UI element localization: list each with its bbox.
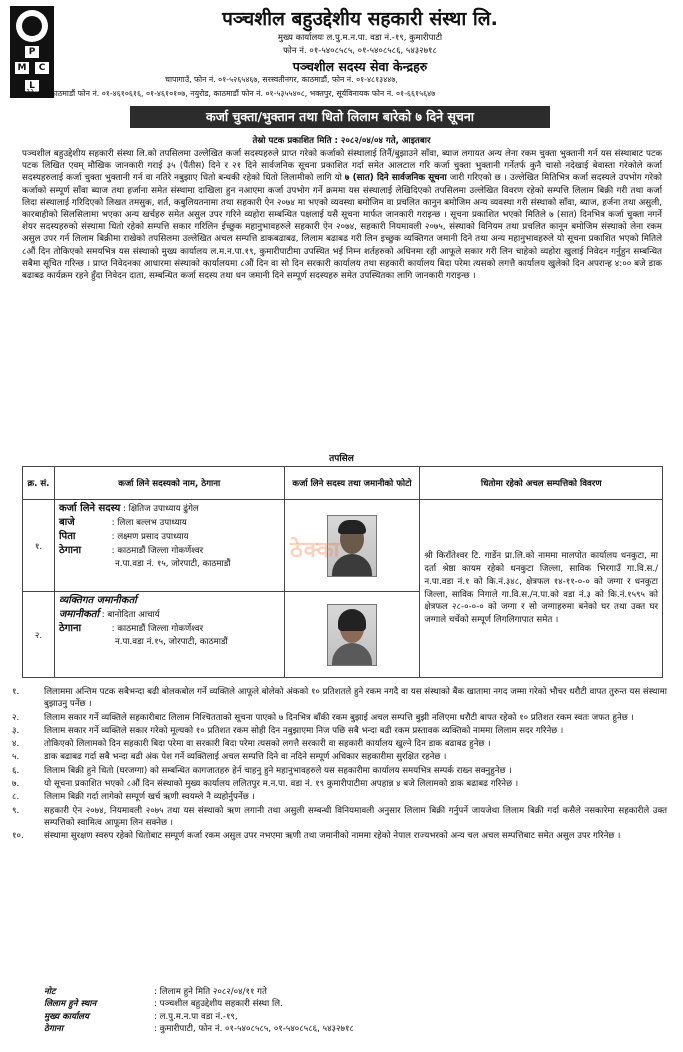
service-center-address-2: कोटेश्वर, काठमाडौं फोन नं. ०१-४६१०६१६, ०१-४६१०१०७, नयुरोड, काठमाडौं फोन नं. ०१-५३५५४०८, भक्तपुर, सूर्यविनायक फोन नं. ०१-६६१५६४७ bbox=[22, 89, 436, 98]
list-item: १. लिलाममा अन्तिम पटक सबैभन्दा बढी बोलकबोल गर्ने व्यक्तिले आफूले बोलेको अंकको १० प्रतिशतले हुने रकम नगदै वा यस संस्थाको बैंक खातामा नगद जम्मा गरेको भौचर धरौटी वापत तुरुन्त यस संस्थामा बुझाउनु पर्नेछ । bbox=[12, 687, 667, 710]
guarantor-photo-cell bbox=[284, 592, 420, 678]
list-item: १०. संस्थामा सुरक्षण स्वरुप रहेको धितोबाट सम्पूर्ण कर्जा रकम असुल उपर नभएमा ऋणी तथा जमानीको नाममा रहेको नेपाल राज्यभरको अन्य चल अचल सम्पत्तिबाट समेत असुल उपर गरिनेछ । bbox=[12, 831, 621, 842]
address-label: ठेगाना bbox=[58, 545, 82, 556]
row-serial: २. bbox=[23, 592, 55, 678]
publish-date: तेस्रो पटक प्रकाशित मिति : २०८२/०४/०४ गते, आइतबार bbox=[252, 136, 431, 146]
guarantor-photo bbox=[327, 604, 377, 666]
table-header-row bbox=[23, 467, 663, 500]
body-bold-phrase: ७ (सात) दिने सार्वजनिक सूचना bbox=[344, 173, 447, 184]
head-office: मुख्य कार्यालयः ल.पु.म.न.पा. वडा नं.-१९, कुमारीपाटी bbox=[277, 33, 443, 43]
logo-letter-p: P bbox=[25, 46, 39, 58]
footer-row: नोट : लिलाम हुने मिति २०८२/०४/११ गते bbox=[44, 987, 267, 997]
logo-emblem-icon bbox=[16, 10, 48, 42]
list-item: २. लिलाम सकार गर्ने व्यक्तिले सहकारीबाट लिलाम निश्चितताको सूचना पाएको ७ दिनभित्र बाँकी रकम बुझाई अचल सम्पत्ति बुझी नलिएमा धरौटी बापत रहेको १० प्रतिशत रकम स्वतः जफत हुनेछ । bbox=[12, 712, 634, 723]
guarantor-address-label: ठेगाना bbox=[58, 623, 82, 634]
row-serial: १. bbox=[23, 500, 55, 592]
guarantor-address-2: न.पा.वडा नं.१५, जोरपाटी, काठमाडौं bbox=[114, 637, 228, 647]
borrower-address: काठमाडौं जिल्ला गोकर्णेश्वर bbox=[117, 546, 204, 556]
list-item: ५. डाक बढाबढ गर्दा सबै भन्दा बढी अंक पेश गर्ने व्यक्तिलाई अचल सम्पत्ति दिने वा नदिने सम्पूर्ण अधिकार सहकारीमा सुरक्षित रहनेछ । bbox=[12, 752, 447, 763]
body-text-2: जारी गरिएको छ । उल्लेखित मितिभित्र कर्जा सदस्यले उपभोग गरेको कर्जाको सम्पूर्ण साँवा ब्याज तथा हर्जाना समेत संस्थामा दाखिला हुन नआएमा कर्जा उपभोग गर्ने क्रममा यस संस्थालाई लेखिदिएको तपसिलमा उल्लेखित विवरण रहेको सम्पत्ति लिलाम बिक्री गरी तथा कर्जा लिदा संस्थालाई गरिदिएको लिखत तमसुक, शर्त, कबुलियतनामा तथा सहकारी ऐन २०७४ मा भएको व्यवस्था बमोजिम वा प्रचलित कानुन बमोजिम अन्य व्यवस्था गरी संस्थाको साँवा, ब्याज, हर्जना तथा असुली, कारबाहीको सिलसिलामा भएका अन्य खर्चहरु समेत असुल उपर गरिने व्यहोरा सम्बन्धित पक्षलाई यसै सूचना मार्फत जानकारी गराइन्छ । सूचना प्रकाशित भएको मितिले ७ (सात) दिनभित्र कर्जा चुक्ता नगर्ने शेयर सदस्यहरुको संस्थामा धितो रहेको सम्पत्ति सकार गरिलिन ईच्छुक महानुभावहरुले सहकारी ऐन २०७४, सहकारी नियमावली २०७५, संस्थाको विनियम तथा प्रचलित कानून बमोजिम संस्थाको लेना रकम असुल उपर गर्न लिलाम बिक्रीमा राखेको तपसिलमा उल्लेखित अचल सम्पत्ति डाकबढाबढ, लिलाम बढाबढ गरी लिन इच्छुक व्यक्तिगत जमानी दिने तथा अन्य महानुभावहरुले यो सूचना प्रकाशित भएको मितिले ८औं दिन तोकिएको समयभित्र यस संस्थाको मुख्य कार्यालय ल.म.न.पा.१९, कुमारीपाटीमा उपस्थित भई निम्न शर्तहरुको अधिनमा रही आफूले सकार गरी लिन चाहेको व्यहोरा खुलाई निवेदन गर्नुहुन सम्बन्धित सबैमा सूचित गरिन्छ । प्राप्त निवेदनका आधारमा संस्थाको कार्यालयमा ८औं दिन वा सो दिन सरकारी कार्यालय तथा सहकारी कार्यालय बिदा परेमा त्यसको लगत्तै कार्यालय खुलेको दिन अपरान्ह ४:०० बजे डाक बढाबढ कार्यक्रम रहने हुँदा निवेदन दाता, सम्बन्धित कर्जा सदस्य तथा धन जमानी दिने सम्पूर्ण सदस्यहरु समेत उपस्थितका लागि जानकारी गराइन्छ । bbox=[22, 173, 663, 282]
list-item: ४. तोकिएको लिलामको दिन सहकारी बिदा परेमा वा सरकारी बिदा परेमा त्यसको लगत्तै सरकारी वा सहकारी कार्यालय खुल्ने दिन डाक बढाबढ हुनेछ । bbox=[12, 739, 491, 750]
borrower-name: क्षितिज उपाध्याय ढुंगेल bbox=[128, 504, 199, 514]
notice-banner: कर्जा चुक्ता/भुक्तान तथा धितो लिलाम बारेको ७ दिने सूचना bbox=[130, 106, 550, 128]
footer-row: मुख्य कार्यालय : ल.पु.म.न.पा वडा नं.-१९, bbox=[44, 1011, 238, 1022]
conditions-list bbox=[12, 686, 667, 844]
grandfather-name: लिला बल्लभ उपाध्याय bbox=[117, 518, 187, 528]
notice-body bbox=[22, 148, 662, 282]
table-row bbox=[23, 500, 663, 592]
guarantor-address: काठमाडौं जिल्ला गोकर्णेश्वर bbox=[117, 624, 204, 634]
father-name: लक्ष्मण प्रसाद उपाध्याय bbox=[117, 532, 189, 542]
body-text-1: पञ्चशील बहुउद्देशीय सहकारी संस्था लि.को तपसिलमा उल्लेखित कर्जा सदस्यहरुले प्राप्त गरेको कर्जाको संस्थालाई तिर्नै/बुझाउने साँवा, ब्याज लगायत अन्य लेना रकम चुक्ता भुक्तानी गर्न यस संस्थाबाट पटक पटक लिखित एवम् मौखिक जानकारी गराई ३५ (पैंतीस) दिने र २१ दिने सार्वजनिक सूचना प्रकाशित गर्दा समेत आलटाल गरि कर्जा चुक्ता भुक्तानी गर्नेतर्फ कुनै चासो नदेखाई बेवास्ता गरेकोले कर्जा सदस्यहरुलाई कर्जा चुक्ता भुक्तानी गर्न वा नतिरे नबुझाए धितो बन्धकी रहेको धितो लिलामीको लागि यो bbox=[22, 149, 662, 184]
guarantor-label: जमानीकर्ता bbox=[58, 609, 100, 620]
guarantor-title: व्यक्तिगत जमानीकर्ता bbox=[58, 595, 137, 606]
service-centers-title: पञ्चशील सदस्य सेवा केन्द्रहरु bbox=[292, 59, 428, 74]
footer-row: लिलाम हुने स्थान : पञ्चशील बहुउद्देशीय सहकारी संस्था लि. bbox=[44, 999, 283, 1010]
borrower-info: कर्जा लिने सदस्य : क्षितिज उपाध्याय ढुंगेल बाजे : लिला बल्लभ उपाध्याय पिता : लक्ष्मण प्रसाद उपाध्याय ठेगाना : काठमाडौं जिल्ला गोकर्णेश्वर न.पा.वडा नं. १५, जोरपाटी, काठमाडौं bbox=[54, 500, 284, 592]
pmcl-logo bbox=[10, 6, 54, 98]
list-item: ९. सहकारी ऐन २०७४, नियमावली २०७५ तथा यस संस्थाको ऋण लगानी तथा असुली सम्बन्धी विनियमावली अनुसार लिलाम बिक्री गर्नुपर्ने जायजेथा लिलाम बिक्री गर्दा कसैले नसकारेमा सहकारीले उक्त सम्पत्तिको स्वामित्व आफूमा लिन सक्नेछ । bbox=[12, 805, 667, 828]
list-item: ८. लिलाम बिक्री गर्दा लागेको सम्पूर्ण खर्च ऋणी स्वयम्ले नै व्यहोर्नुपर्नेछ । bbox=[12, 792, 255, 803]
service-center-address-1: चापागाउँ, फोन नं. ०१-५२६५४६७, सरस्वतीनगर, काठमाडौं, फोन नं. ०१-४८१३४४७, bbox=[165, 75, 398, 84]
grandfather-label: बाजे bbox=[58, 517, 75, 528]
col-property: धितोमा रहेको अचल सम्पत्तिको विवरण bbox=[420, 467, 663, 500]
schedule-table bbox=[22, 466, 663, 678]
head-office-phone: फोन नं. ०१-५४०८५८५, ०१-५४०८५८६, ५४३२७१८ bbox=[283, 46, 437, 56]
footer-row: ठेगाना : कुमारीपाटी, फोन नं. ०१-५४०८५८५, ०१-५४०८५८६, ५४३२७१८ bbox=[44, 1023, 354, 1034]
guarantor-info: व्यक्तिगत जमानीकर्ता जमानीकर्ता : बानोदिता आचार्य ठेगाना : काठमाडौं जिल्ला गोकर्णेश्वर न.पा.वडा नं.१५, जोरपाटी, काठमाडौं bbox=[54, 592, 284, 678]
borrower-label: कर्जा लिने सदस्य bbox=[58, 503, 121, 514]
auction-footer bbox=[44, 986, 354, 1035]
father-label: पिता bbox=[58, 531, 76, 542]
list-item: ३. लिलाम सकार गर्ने व्यक्तिले सकार गरेको मूल्यको १० प्रतिशत रकम सोही दिन नबुझाएमा निज पछि सबै भन्दा बढी रकम प्रस्तावक व्यक्तिको नाममा लिलाम सदर गरिनेछ । bbox=[12, 725, 564, 736]
org-title: पञ्चशील बहुउद्देशीय सहकारी संस्था लि. bbox=[222, 8, 498, 30]
logo-letter-l: L bbox=[25, 80, 39, 92]
watermark: ठेक्का bbox=[290, 538, 341, 563]
guarantor-name: बानोदिता आचार्य bbox=[107, 610, 160, 620]
col-serial: क्र. सं. bbox=[23, 467, 55, 500]
list-item: ६. लिलाम बिक्री हुने धितो (घरजग्गा) को सम्बन्धित कागजातहरु हेर्न चाहनु हुने महानुभावहरुले यस सहकारीमा कार्यालय समयभित्र सम्पर्क राख्न सक्नुहुनेछ । bbox=[12, 765, 512, 776]
borrower-address-2: न.पा.वडा नं. १५, जोरपाटी, काठमाडौं bbox=[114, 559, 231, 569]
logo-letter-c: C bbox=[35, 62, 49, 74]
logo-letter-m: M bbox=[15, 62, 29, 74]
property-details: श्री किराँतेश्वर टि. गार्डेन प्रा.लि.को नाममा मालपोत कार्यालय धनकुटा, मा दर्ता श्रेष्ठा कायम रहेको धनकुटा जिल्ला, साविक भिरगाउँ गा.वि.स./न.पा.वडा नं.१ को कि.नं.३४८, क्षेत्रफल १४-११-०-० को जग्गा र धनकुटा जिल्ला, साविक निगाले गा.वि.स./न.पा.को वडा नं.३ को कि.नं.१५९५ को क्षेत्रफल २८-०-०-० को जग्गा र सो जग्गाहरुमा बनेको घर तथा उक्त घर जग्गाले चर्चेको सम्पूर्ण लिगलिगापात समेत । bbox=[420, 500, 663, 678]
col-borrower: कर्जा लिने सदस्यको नाम, ठेगाना bbox=[54, 467, 284, 500]
col-photo: कर्जा लिने सदस्य तथा जमानीको फोटो bbox=[284, 467, 420, 500]
schedule-title: तपसिल bbox=[329, 454, 354, 464]
list-item: ७. यो सूचना प्रकाशित भएको ८औं दिन संस्थाको मुख्य कार्यालय ललितपुर म.न.पा. वडा नं. १९ कुमारीपाटीमा अपहान्न ४ बजे लिलामको डाक बढाबढ गरिनेछ । bbox=[12, 779, 519, 790]
